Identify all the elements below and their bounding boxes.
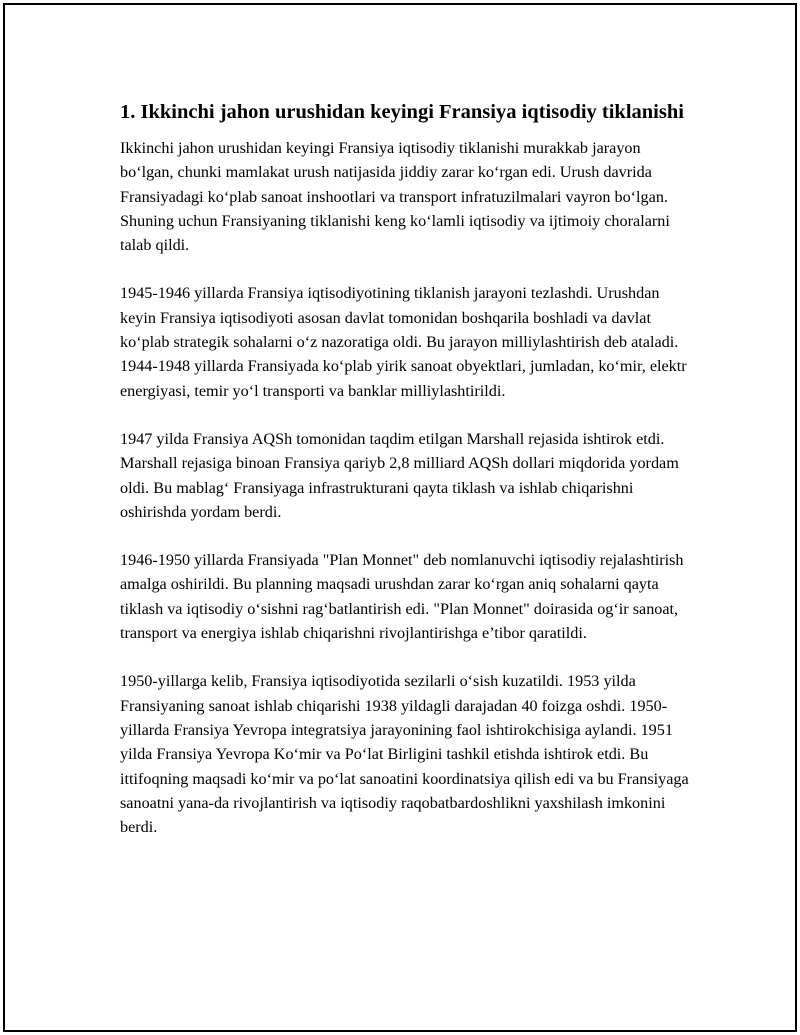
paragraph-4: 1946-1950 yillarda Fransiyada "Plan Monnet" deb nomlanuvchi iqtisodiy rejalashtirish amalga oshirildi. Bu planning maqsadi urushdan zarar ko‘rgan aniq sohalarni qayta tiklash va iqtisodiy o‘sishni rag‘batlantirish edi. "Plan Monnet" doirasida og‘ir sanoat, transport va energiya ishlab chiqarishni rivojlantirishga e’tibor qaratildi.	[120, 551, 684, 643]
page-frame	[3, 3, 797, 1032]
document-title: 1. Ikkinchi jahon urushidan keyingi Fransiya iqtisodiy tiklanishi	[120, 101, 684, 123]
paragraph-3: 1947 yilda Fransiya AQSh tomonidan taqdim etilgan Marshall rejasida ishtirok etdi. Marshall rejasiga binoan Fransiya qariyb 2,8 milliard AQSh dollari miqdorida yordam oldi. Bu mablag‘ Fransiyaga infrastrukturani qayta tiklash va ishlab chiqarishni oshirishda yordam berdi.	[120, 429, 679, 521]
paragraph-2: 1945-1946 yillarda Fransiya iqtisodiyotining tiklanish jarayoni tezlashdi. Urushdan keyin Fransiya iqtisodiyoti asosan davlat tomonidan boshqarila boshladi va davlat ko‘plab strategik sohalarni o‘z nazoratiga oldi. Bu jarayon milliylashtirish deb ataladi. 1944-1948 yillarda Fransiyada ko‘plab yirik sanoat obyektlari, jumladan, ko‘mir, elektr energiyasi, temir yo‘l transporti va banklar milliylashtirildi.	[120, 284, 687, 400]
paragraph-1: Ikkinchi jahon urushidan keyingi Fransiya iqtisodiy tiklanishi murakkab jarayon bo‘lgan, chunki mamlakat urush natijasida jiddiy zarar ko‘rgan edi. Urush davrida Fransiyadagi ko‘plab sanoat inshootlari va transport infratuzilmalari vayron bo‘lgan. Shuning uchun Fransiyaning tiklanishi keng ko‘lamli iqtisodiy va ijtimoiy choralarni talab qildi.	[120, 139, 670, 255]
paragraph-5: 1950-yillarga kelib, Fransiya iqtisodiyotida sezilarli o‘sish kuzatildi. 1953 yilda Fransiyaning sanoat ishlab chiqarishi 1938 yildagli darajadan 40 foizga oshdi. 1950-yillarda Fransiya Yevropa integratsiya jarayonining faol ishtirokchisiga aylandi. 1951 yilda Fransiya Yevropa Ko‘mir va Po‘lat Birligini tashkil etishda ishtirok etdi. Bu ittifoqning maqsadi ko‘mir va po‘lat sanoatini koordinatsiya qilish edi va bu Fransiyaga sanoatni yana-da rivojlantirish va iqtisodiy raqobatbardoshlikni yaxshilash imkonini berdi.	[120, 672, 689, 837]
document-body	[120, 99, 695, 863]
